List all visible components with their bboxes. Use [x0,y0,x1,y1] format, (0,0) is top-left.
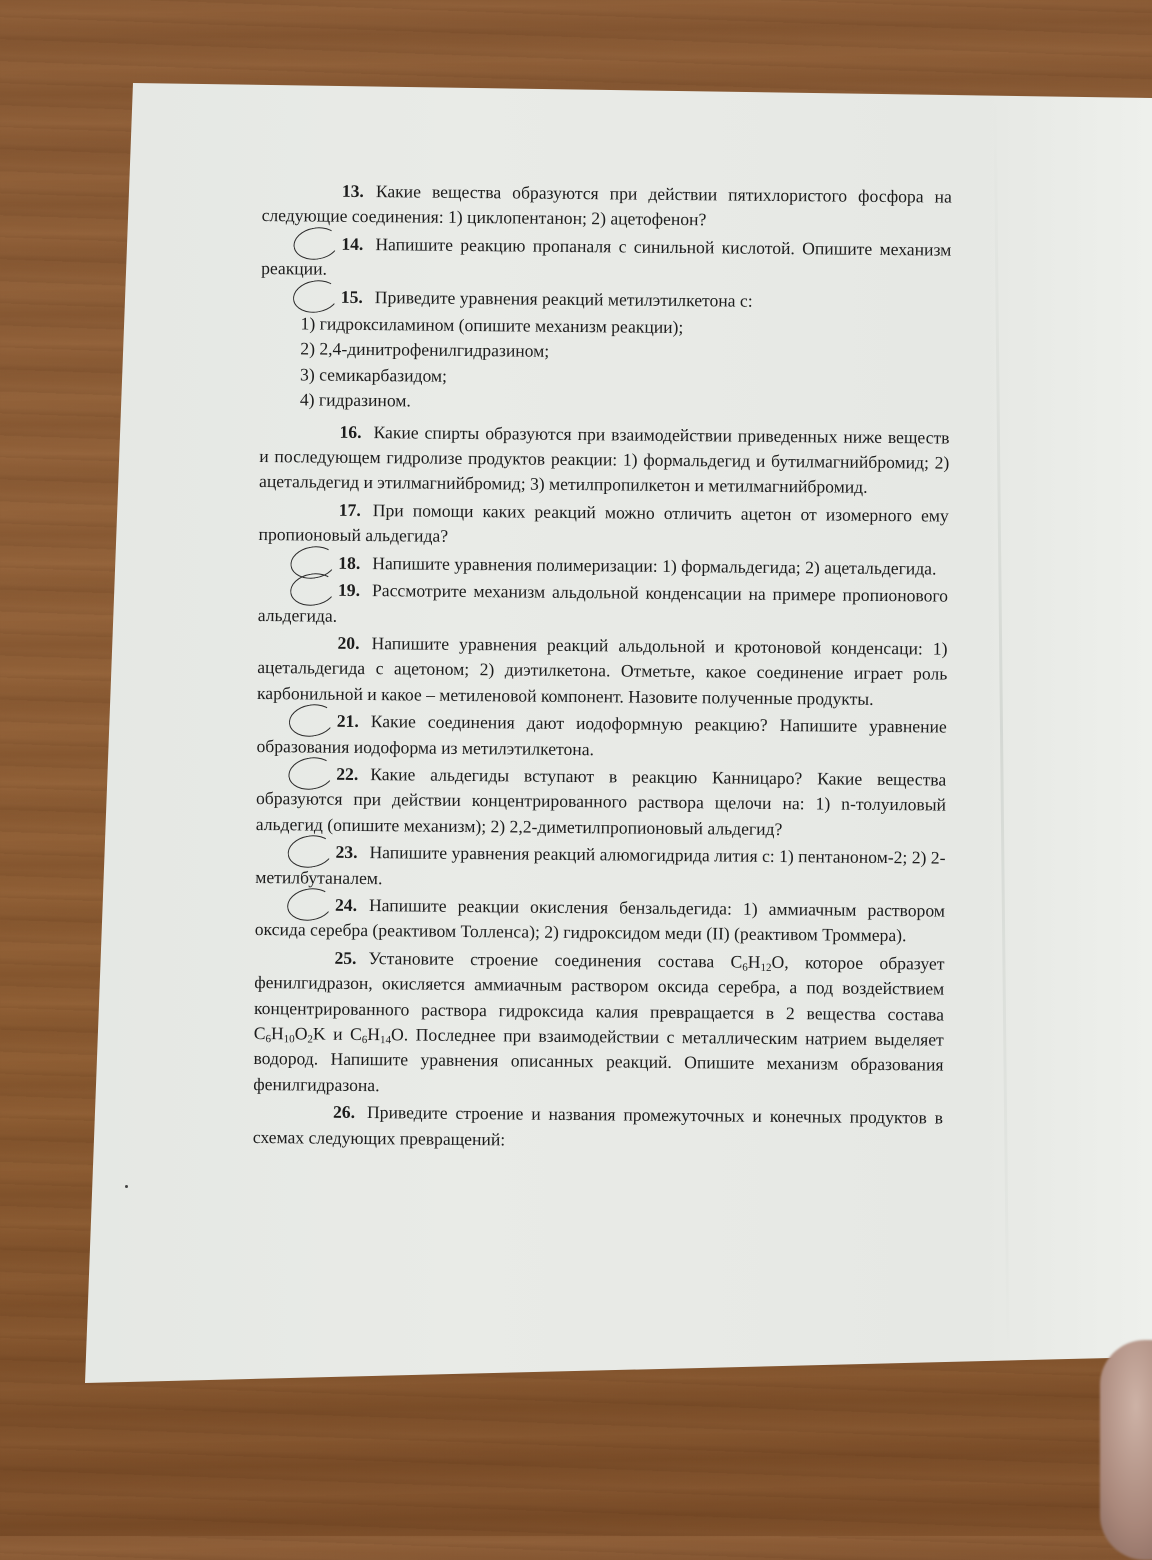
question-text-part: . Последнее при взаимодействии с металлическим натрием выделяет водород. Напишите уравнения описанных реакций. Опишите механизм образования фенилгидразона. [253,1024,944,1095]
question-number-circled: 19. [298,577,360,603]
question-15-item-2: 2) 2,4-динитрофенилгидразином; [300,338,550,362]
question-text: Приведите уравнения реакций метилэтилкетона с: [374,286,753,311]
holding-thumb [1100,1340,1152,1560]
formula-subscript: 6 [265,1033,272,1046]
formula-subscript: 6 [742,961,748,974]
question-text-part: Установите строение соединения состава [368,947,731,972]
question-17 [258,497,948,554]
formula-element: H [367,1024,381,1045]
formula-element: H [747,951,761,972]
question-15 [261,284,951,316]
question-number-circled: 24. [295,892,357,918]
formula-subscript: 14 [379,1034,392,1047]
question-24 [255,892,945,949]
question-text: Какие спирты образуются при взаимодействии приведенных ниже веществ и последующем гидролизе продуктов реакции: 1) формальдегид и бутилмагнийбромид; 2) ацетальдегид и этилмагнийбромид; 3) метилпропилкетон и метилмагнийбромид. [258,421,950,498]
question-number: 17. [338,499,361,520]
question-number: 25. [334,947,357,968]
formula-subscript: 12 [760,961,772,974]
question-number: 26. [332,1101,356,1123]
formula-element: C [730,951,743,972]
question-15-item-3: 3) семикарбазидом; [300,364,448,386]
question-21 [256,708,946,765]
question-number: 13. [341,180,364,201]
formula-subscript: 6 [361,1033,368,1047]
formula-element: O [294,1023,308,1044]
paper-speck [125,1185,128,1188]
question-text: Какие соединения дают иодоформную реакцию? Напишите уравнение образования иодоформа из метилэтилкетона. [256,711,947,759]
question-20 [257,630,948,713]
question-text: При помощи каких реакций можно отличить ацетон от изомерного ему пропионовый альдегида? [258,499,949,547]
question-15-item-4: 4) гидразином. [299,389,411,411]
question-19 [258,577,948,634]
question-15-item-1: 1) гидроксиламином (опишите механизм реакции); [300,313,684,338]
question-23 [255,839,945,896]
question-25 [253,945,944,1104]
question-text: Какие вещества образуются при действии пятихлористого фосфора на следующие соединения: 1) циклопентанон; 2) ацетофенон? [261,181,952,230]
question-number-circled: 18. [298,550,360,576]
question-13 [262,178,952,235]
question-text-part: и [325,1023,351,1044]
formula-subscript: 10 [283,1033,295,1046]
question-text: Напишите уравнения реакций альдольной и кротоновой конденсаци: 1) ацетальдегида с ацетоном; 2) диэтилкетона. Отметьте, какое соединение играет роль карбонильной и какое – метиленовой компонент. Назовите полученные продукты. [256,632,948,709]
question-number-circled: 22. [296,761,358,787]
question-text: Рассмотрите механизм альдольной конденсации на примере пропионового альдегида. [257,580,949,626]
question-text: Напишите реакции окисления бензальдегида: 1) аммиачным раствором оксида серебра (реактивом Толленса); 2) гидроксидом меди (II) (реактивом Троммера). [254,895,946,946]
chemical-formula-c6h10o2k [254,1023,326,1044]
chemical-formula-c6h14o [350,1024,404,1045]
chemical-formula-c6h12o [730,951,784,972]
question-text: Какие альдегиды вступают в реакцию Канницаро? Какие вещества образуются при действии концентрированного раствора щелочи на: 1) n-толуиловый альдегид (опишите механизм); 2) 2,2-диметилпропионовый альдегид? [255,764,947,839]
question-number-circled: 14. [301,231,363,257]
question-18 [258,550,948,582]
question-number-circled: 15. [301,284,363,310]
question-text: Напишите уравнения реакций алюмогидрида лития с: 1) пентаноном-2; 2) 2-метилбутаналем. [255,842,946,888]
formula-element: C [253,1022,266,1044]
question-text-part: , которое образует фенилгидразон, окисляется аммиачным раствором оксида серебра, а под воздействием концентрированного раствора гидроксида калия превращается в 2 вещества состава [253,951,945,1025]
question-16 [259,419,950,502]
question-number-circled: 23. [295,840,357,866]
question-number: 16. [339,421,362,442]
question-text: Напишите уравнения полимеризации: 1) формальдегида; 2) ацетальдегида. [372,552,937,579]
formula-element: C [350,1023,362,1044]
formula-element: O [390,1024,404,1045]
question-number: 20. [337,632,360,653]
question-list [253,178,952,1159]
formula-element: H [270,1023,284,1044]
question-22 [256,761,947,844]
formula-element: K [312,1023,326,1044]
question-text: Приведите строение и названия промежуточных и конечных продуктов в схемах следующих превращений: [252,1102,944,1150]
formula-element: O [771,951,785,972]
formula-subscript: 2 [307,1033,313,1046]
question-14 [261,231,951,288]
question-26 [253,1099,943,1156]
question-text: Напишите реакцию пропаналя с синильной кислотой. Опишите механизм реакции. [261,233,952,279]
question-number-circled: 21. [297,708,359,734]
